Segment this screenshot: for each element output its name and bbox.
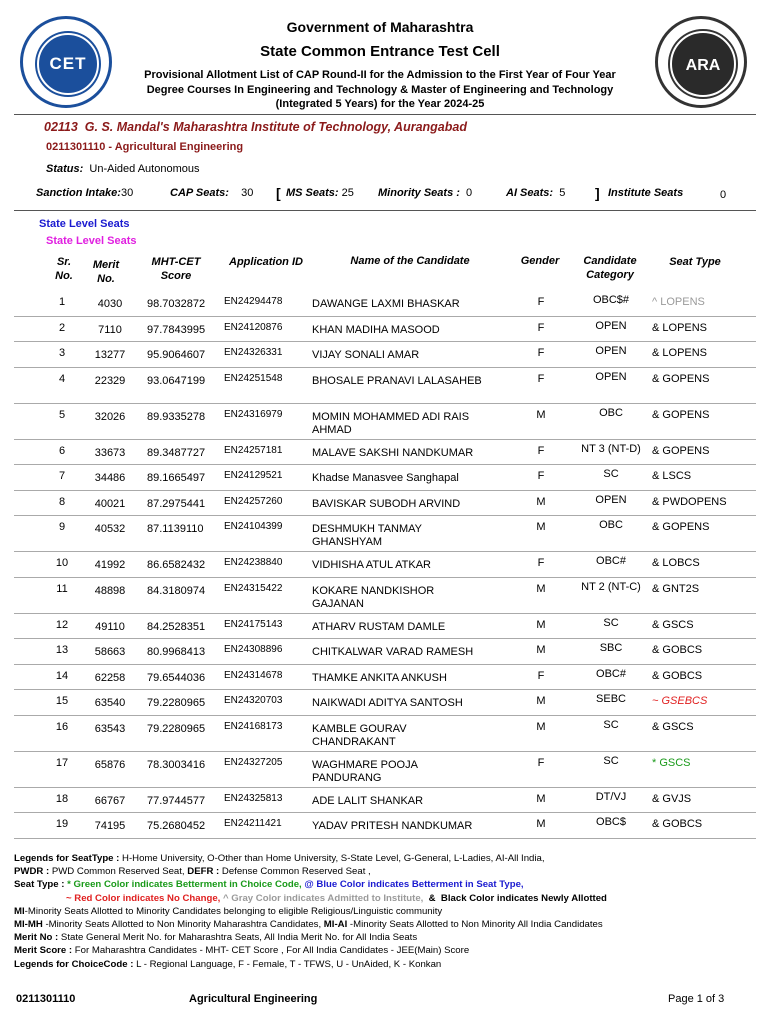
row-sr-no: 6 xyxy=(58,444,66,457)
legend-text: L - Regional Language, F - Female, T - TFWS, U - UnAided, K - Konkan xyxy=(133,958,442,970)
row-candidate-name: BAVISKAR SUBODH ARVIND xyxy=(312,497,461,510)
legend-line xyxy=(14,958,759,971)
row-seat-type: & GOBCS xyxy=(652,818,703,830)
row-score: 89.3487727 xyxy=(147,446,206,459)
row-sr-no: 3 xyxy=(58,347,66,359)
row-merit-no: 22329 xyxy=(94,374,126,387)
row-merit-no: 33673 xyxy=(94,446,126,459)
row-candidate-name: WAGHMARE POOJA PANDURANG xyxy=(312,758,418,784)
row-seat-type: ~ GSEBCS xyxy=(652,695,708,707)
page-number: Page 1 of 3 xyxy=(668,993,725,1005)
ai-label: AI Seats: xyxy=(506,187,554,199)
row-sr-no: 1 xyxy=(58,296,66,308)
cell-title: State Common Entrance Test Cell xyxy=(260,43,500,60)
row-sr-no: 9 xyxy=(58,521,66,533)
row-candidate-name: ATHARV RUSTAM DAMLE xyxy=(312,620,446,633)
table-row xyxy=(14,751,756,788)
row-application-id: EN24129521 xyxy=(224,470,283,481)
row-merit-no: 48898 xyxy=(94,584,126,597)
col-score: MHT-CET Score xyxy=(151,256,201,282)
row-application-id: EN24238840 xyxy=(224,557,283,568)
legend-text: State General Merit No. for Maharashtra Seats, All India Merit No. for All India Seats xyxy=(58,932,418,944)
row-score: 87.1139110 xyxy=(147,523,204,535)
cet-seal-logo xyxy=(20,16,112,108)
row-score: 84.2528351 xyxy=(147,620,206,633)
row-sr-no: 11 xyxy=(56,582,68,595)
row-category: OBC xyxy=(599,406,623,419)
row-seat-type: & GOPENS xyxy=(652,408,710,421)
legend-label: Legends for ChoiceCode : xyxy=(14,958,134,970)
row-score: 79.6544036 xyxy=(147,671,206,684)
row-score: 84.3180974 xyxy=(147,584,206,597)
status-line xyxy=(46,163,199,175)
row-category: OPEN xyxy=(595,370,627,383)
row-seat-type: & GOBCS xyxy=(652,669,703,682)
table-row xyxy=(14,787,756,814)
row-sr-no: 16 xyxy=(55,720,69,733)
row-gender: F xyxy=(537,296,545,308)
table-row xyxy=(14,689,756,716)
row-merit-no: 58663 xyxy=(94,646,126,658)
col-application-id: Application ID xyxy=(229,256,303,268)
legend-text: -Minority Seats Allotted to Non Minority Maharashtra Candidates, xyxy=(42,919,324,931)
list-title xyxy=(130,68,630,112)
institute-seats xyxy=(608,187,683,199)
table-row xyxy=(14,464,756,491)
legend-label: MI xyxy=(14,905,25,917)
row-gender: M xyxy=(536,792,546,805)
row-gender: M xyxy=(536,495,546,508)
row-merit-no: 66767 xyxy=(94,794,126,807)
row-category: SC xyxy=(603,754,619,767)
row-sr-no: 13 xyxy=(55,644,69,656)
row-category: OBC xyxy=(599,519,623,531)
col-category: Candidate Category xyxy=(583,255,637,281)
row-gender: M xyxy=(536,818,546,830)
row-application-id: EN24315422 xyxy=(224,582,283,594)
row-candidate-name: BHOSALE PRANAVI LALASAHEB xyxy=(312,374,482,387)
row-category: SC xyxy=(603,468,619,480)
ms-label: MS Seats: xyxy=(286,187,339,199)
table-row xyxy=(14,367,756,404)
row-merit-no: 65876 xyxy=(94,758,126,771)
cap-label: CAP Seats: xyxy=(170,187,229,199)
seats-summary xyxy=(36,187,133,199)
row-gender: F xyxy=(537,470,545,482)
row-application-id: EN24104399 xyxy=(224,521,283,532)
table-row xyxy=(14,515,756,552)
row-application-id: EN24257181 xyxy=(224,444,283,456)
legend-label: MI-MH xyxy=(14,919,43,931)
bracket-open: [ xyxy=(276,185,281,201)
legend-label: Merit Score : xyxy=(14,945,73,957)
row-merit-no: 63540 xyxy=(94,697,126,709)
row-category: SEBC xyxy=(596,693,626,705)
row-candidate-name: ADE LALIT SHANKAR xyxy=(312,794,424,807)
legend-line xyxy=(14,905,759,918)
legend-gray-text: ^ Gray Color indicates Admitted to Institute, xyxy=(220,892,424,904)
row-application-id: EN24168173 xyxy=(224,720,283,732)
branch-name: 0211301110 - Agricultural Engineering xyxy=(46,141,244,153)
row-application-id: EN24211421 xyxy=(224,818,282,829)
row-merit-no: 13277 xyxy=(94,349,126,361)
row-candidate-name: THAMKE ANKITA ANKUSH xyxy=(312,671,447,684)
row-sr-no: 17 xyxy=(55,756,69,769)
row-category: OPEN xyxy=(595,319,627,332)
row-score: 86.6582432 xyxy=(147,559,206,571)
row-application-id: EN24251548 xyxy=(224,372,283,384)
row-gender: F xyxy=(537,372,545,385)
row-merit-no: 32026 xyxy=(94,410,126,423)
institute-code: 02113 xyxy=(44,120,78,134)
row-candidate-name: VIDHISHA ATUL ATKAR xyxy=(312,559,431,571)
minority-label: Minority Seats : xyxy=(378,187,460,199)
footer-branch-name: Agricultural Engineering xyxy=(189,993,318,1005)
table-row xyxy=(14,316,756,343)
row-gender: F xyxy=(537,557,545,569)
legend xyxy=(14,852,759,971)
legend-label: Merit No : xyxy=(14,932,59,944)
legend-red-text: ~ Red Color indicates No Change, xyxy=(66,892,221,904)
row-seat-type: & GOPENS xyxy=(652,372,710,385)
row-sr-no: 4 xyxy=(58,372,66,385)
legend-black-text: & Black Color indicates Newly Allotted xyxy=(423,892,607,904)
row-candidate-name: YADAV PRITESH NANDKUMAR xyxy=(312,820,473,832)
row-seat-type: & GOBCS xyxy=(652,644,703,656)
row-seat-type: & LOPENS xyxy=(652,347,708,359)
row-gender: M xyxy=(536,521,546,533)
legend-line xyxy=(14,918,759,931)
legend-green-text: * Green Color indicates Betterment in Choice Code, xyxy=(64,879,302,891)
minority-seats xyxy=(378,187,472,199)
table-row xyxy=(14,613,756,640)
row-gender: F xyxy=(537,347,545,359)
state-level-heading: State Level Seats xyxy=(39,218,130,230)
row-sr-no: 12 xyxy=(55,618,69,631)
row-merit-no: 34486 xyxy=(94,472,126,484)
row-seat-type: & GSCS xyxy=(652,618,694,631)
row-candidate-name: VIJAY SONALI AMAR xyxy=(312,349,420,361)
row-seat-type: & PWDOPENS xyxy=(652,495,727,508)
institute-title: G. S. Mandal's Maharashtra Institute of Technology, Aurangabad xyxy=(84,120,467,134)
row-candidate-name: CHITKALWAR VARAD RAMESH xyxy=(312,646,474,658)
row-category: OBC$ xyxy=(596,816,626,828)
row-category: OBC# xyxy=(596,555,626,567)
row-score: 79.2280965 xyxy=(147,722,206,735)
row-seat-type: & LOBCS xyxy=(652,557,700,569)
row-category: DT/VJ xyxy=(595,790,627,803)
row-sr-no: 2 xyxy=(58,321,66,334)
ara-logo-text: ARA xyxy=(685,57,721,74)
row-gender: M xyxy=(536,644,546,656)
legend-text: H-Home University, O-Other than Home University, S-State Level, G-General, L-Ladies, AI-All India, xyxy=(119,853,545,864)
state-level-subheading: State Level Seats xyxy=(46,235,137,247)
row-seat-type: & LSCS xyxy=(652,470,692,482)
sanction-label: Sanction Intake: xyxy=(36,187,121,199)
row-merit-no: 40021 xyxy=(94,497,126,510)
row-gender: M xyxy=(536,582,546,595)
list-title-line1: Provisional Allotment List of CAP Round-II for the Admission to the First Year of Four Year xyxy=(144,69,616,81)
row-sr-no: 15 xyxy=(55,695,69,707)
row-score: 79.2280965 xyxy=(147,697,206,709)
row-merit-no: 41992 xyxy=(94,559,126,571)
table-row xyxy=(14,551,756,578)
row-sr-no: 18 xyxy=(55,792,69,805)
ai-seats xyxy=(506,187,565,199)
table-row xyxy=(14,812,756,839)
status-label: Status: xyxy=(46,163,84,175)
row-gender: M xyxy=(536,408,546,421)
row-category: SC xyxy=(603,718,619,731)
row-candidate-name: DAWANGE LAXMI BHASKAR xyxy=(312,298,460,310)
list-title-line2: Degree Courses In Engineering and Technology & Master of Engineering and Technology xyxy=(146,83,614,96)
col-merit-no: Merit No. xyxy=(92,259,120,285)
row-application-id: EN24326331 xyxy=(224,347,283,358)
col-candidate-name: Name of the Candidate xyxy=(350,255,470,267)
row-gender: M xyxy=(536,618,546,631)
row-category: OBC$# xyxy=(592,294,630,306)
row-score: 77.9744577 xyxy=(147,794,206,807)
table-row xyxy=(14,638,756,665)
row-sr-no: 8 xyxy=(58,495,66,508)
row-merit-no: 40532 xyxy=(94,523,126,535)
divider xyxy=(14,210,756,211)
sanction-value: 30 xyxy=(120,187,134,199)
row-application-id: EN24257260 xyxy=(224,495,283,507)
row-candidate-name: MOMIN MOHAMMED ADI RAIS AHMAD xyxy=(312,410,470,436)
row-application-id: EN24325813 xyxy=(224,792,283,804)
legend-line xyxy=(14,931,759,944)
table-row xyxy=(14,664,756,691)
row-application-id: EN24320703 xyxy=(224,695,283,706)
table-row xyxy=(14,341,756,368)
row-gender: F xyxy=(537,669,545,682)
row-score: 98.7032872 xyxy=(147,298,206,310)
minority-value: 0 xyxy=(466,187,473,199)
row-seat-type: & GOPENS xyxy=(652,444,710,457)
row-score: 89.9335278 xyxy=(147,410,206,423)
row-sr-no: 5 xyxy=(58,408,66,421)
row-category: OBC# xyxy=(596,667,626,680)
row-seat-type: & GVJS xyxy=(652,792,692,805)
row-application-id: EN24175143 xyxy=(224,618,283,630)
row-merit-no: 63543 xyxy=(94,722,126,735)
legend-text: PWD Common Reserved Seat, xyxy=(49,866,188,878)
table-row xyxy=(14,403,756,440)
row-candidate-name: DESHMUKH TANMAY GHANSHYAM xyxy=(312,523,422,548)
legend-label: PWDR : xyxy=(14,866,50,878)
row-sr-no: 14 xyxy=(55,669,69,682)
cap-value: 30 xyxy=(241,187,254,199)
row-seat-type: * GSCS xyxy=(652,756,691,769)
legend-line xyxy=(14,944,759,957)
col-sr-no: Sr. No. xyxy=(55,256,73,282)
row-score: 95.9064607 xyxy=(147,349,206,361)
ara-seal-logo xyxy=(655,16,747,108)
divider xyxy=(14,114,756,115)
row-candidate-name: KAMBLE GOURAV CHANDRAKANT xyxy=(312,722,407,748)
row-application-id: EN24316979 xyxy=(224,408,283,420)
status-value: Un-Aided Autonomous xyxy=(89,163,200,175)
institute-seats-label: Institute Seats xyxy=(608,187,684,199)
row-merit-no: 62258 xyxy=(94,671,126,684)
row-application-id: EN24314678 xyxy=(224,669,283,681)
row-gender: F xyxy=(537,321,545,334)
row-score: 93.0647199 xyxy=(147,374,206,387)
legend-text: For Maharashtra Candidates - MHT- CET Score , For All India Candidates - JEE(Main) Score xyxy=(72,945,470,957)
row-merit-no: 49110 xyxy=(95,620,125,633)
ms-value: 25 xyxy=(341,187,354,199)
row-score: 75.2680452 xyxy=(147,820,206,832)
row-gender: M xyxy=(536,720,546,733)
row-candidate-name: NAIKWADI ADITYA SANTOSH xyxy=(312,697,463,709)
row-application-id: EN24308896 xyxy=(224,644,283,655)
legend-label: DEFR : xyxy=(187,866,220,878)
list-title-line3: (Integrated 5 Years) for the Year 2024-25 xyxy=(275,98,485,110)
table-row xyxy=(14,715,756,752)
table-row xyxy=(14,439,756,466)
row-score: 80.9968413 xyxy=(147,646,206,658)
row-merit-no: 4030 xyxy=(97,298,123,310)
row-category: NT 2 (NT-C) xyxy=(581,580,641,593)
row-application-id: EN24294478 xyxy=(224,296,283,307)
row-score: 87.2975441 xyxy=(147,497,206,510)
row-candidate-name: Khadse Manasvee Sanghapal xyxy=(312,472,459,484)
legend-label: MI-AI xyxy=(323,919,348,931)
row-category: OPEN xyxy=(595,493,627,506)
table-row xyxy=(14,490,756,517)
ai-value: 5 xyxy=(559,187,566,199)
row-seat-type: & GNT2S xyxy=(652,582,700,595)
legend-text: -Minority Seats Allotted to Non Minority All India Candidates xyxy=(347,919,603,931)
legend-line xyxy=(14,852,759,865)
row-seat-type: ^ LOPENS xyxy=(652,296,705,308)
row-category: SC xyxy=(603,616,619,629)
row-category: NT 3 (NT-D) xyxy=(581,442,641,455)
row-application-id: EN24327205 xyxy=(224,756,283,768)
bracket-close: ] xyxy=(595,185,600,201)
row-score: 89.1665497 xyxy=(147,472,206,484)
row-seat-type: & GOPENS xyxy=(652,521,710,533)
row-gender: M xyxy=(536,695,546,707)
footer-branch-code: 0211301110 xyxy=(16,993,76,1005)
row-merit-no: 74195 xyxy=(94,820,126,832)
gov-title: Government of Maharashtra xyxy=(286,19,474,35)
legend-line xyxy=(14,878,759,891)
legend-label: Legends for SeatType : xyxy=(14,853,120,864)
row-sr-no: 10 xyxy=(55,557,69,569)
row-gender: F xyxy=(537,444,545,457)
row-sr-no: 19 xyxy=(55,818,69,830)
table-row xyxy=(14,290,756,317)
legend-text: Defense Common Reserved Seat , xyxy=(219,866,371,878)
row-candidate-name: MALAVE SAKSHI NANDKUMAR xyxy=(312,446,474,459)
table-row xyxy=(14,577,756,614)
row-gender: F xyxy=(537,756,545,769)
row-seat-type: & LOPENS xyxy=(652,321,708,334)
row-application-id: EN24120876 xyxy=(224,321,283,333)
legend-text: -Minority Seats Allotted to Minority Candidates belonging to eligible Religious/Linguistic community xyxy=(24,905,443,917)
legend-label: Seat Type : xyxy=(14,879,65,891)
institute-name xyxy=(44,120,467,134)
row-sr-no: 7 xyxy=(58,470,66,482)
cap-seats xyxy=(170,187,253,199)
row-seat-type: & GSCS xyxy=(652,720,694,733)
row-candidate-name: KOKARE NANDKISHOR GAJANAN xyxy=(312,584,435,610)
row-candidate-name: KHAN MADIHA MASOOD xyxy=(312,323,440,336)
col-gender: Gender xyxy=(520,255,560,267)
row-category: OPEN xyxy=(595,345,627,357)
col-seat-type: Seat Type xyxy=(669,256,721,268)
legend-line xyxy=(14,865,759,878)
row-merit-no: 7110 xyxy=(98,323,122,336)
cet-logo-text: CET xyxy=(49,54,87,73)
row-score: 97.7843995 xyxy=(147,323,206,336)
legend-blue-text: @ Blue Color indicates Betterment in Seat Type, xyxy=(301,879,524,891)
ms-seats xyxy=(286,187,354,199)
row-score: 78.3003416 xyxy=(147,758,206,771)
legend-line xyxy=(14,892,759,905)
institute-seats-value: 0 xyxy=(720,189,727,201)
row-category: SBC xyxy=(599,642,623,654)
